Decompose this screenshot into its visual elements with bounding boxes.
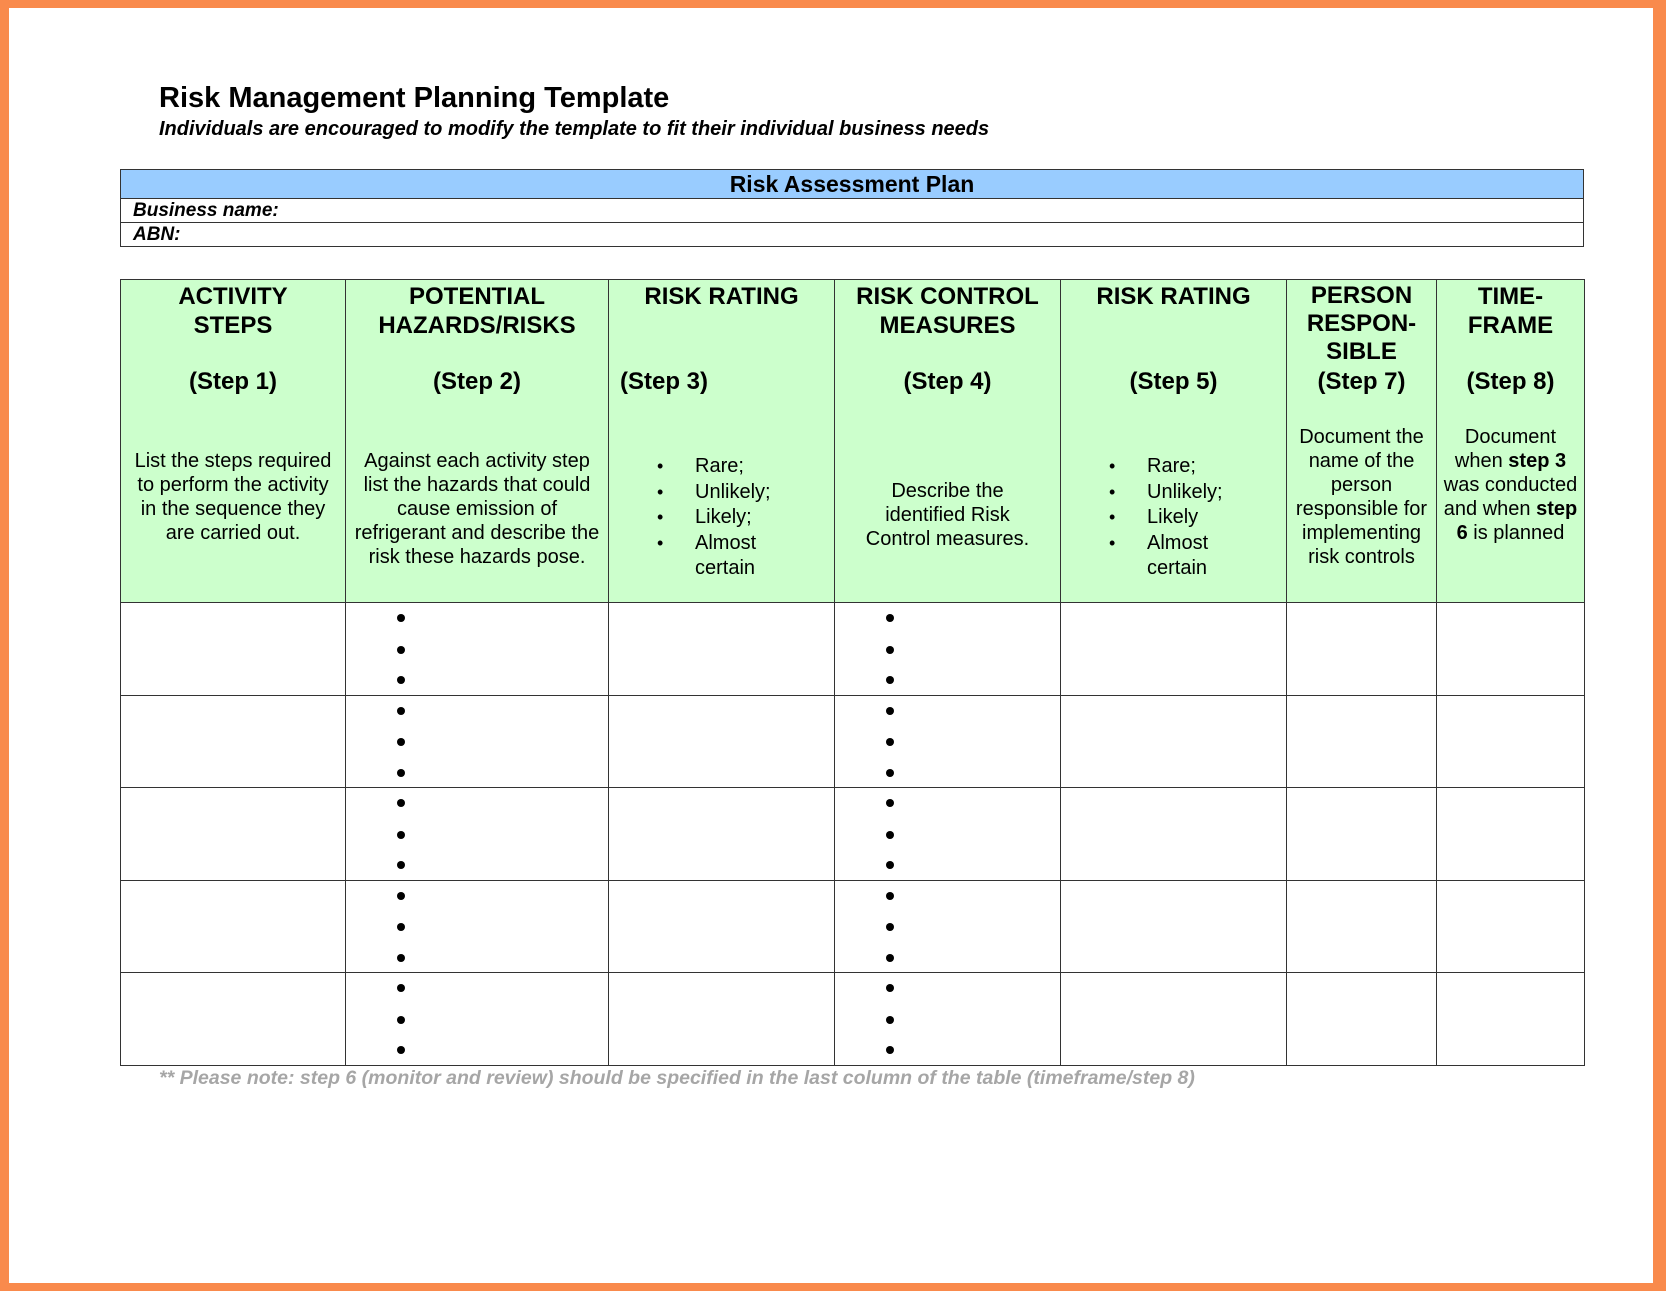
header-step: (Step 4) (903, 368, 992, 395)
header-title-line: HAZARDS/RISKS (378, 312, 576, 339)
table-cell[interactable] (1437, 695, 1585, 788)
header-description: Describe the identified Risk Control measures. (865, 480, 1030, 550)
table-cell[interactable] (346, 695, 609, 788)
table-row (121, 603, 1585, 696)
table-cell[interactable] (121, 788, 346, 881)
bullet-point (835, 788, 1060, 819)
bullet-point (835, 881, 1060, 912)
table-cell[interactable] (1061, 973, 1287, 1066)
table-cell[interactable] (835, 603, 1061, 696)
table-cell[interactable] (835, 973, 1061, 1066)
bullet-point (835, 696, 1060, 727)
header-description: Against each activity step list the hazards that could cause emission of refrigerant and describe the risk these hazards pose. (354, 450, 600, 568)
header-title-line: ACTIVITY (178, 283, 288, 310)
header-title-line: RESPON- (1306, 310, 1417, 337)
rating-option: • Likely (1061, 505, 1286, 531)
header-step: (Step 2) (432, 368, 521, 395)
bullet-point (835, 942, 1060, 973)
table-row (121, 973, 1585, 1066)
rating-option: • Unlikely; (609, 480, 834, 506)
header-risk-rating-before (609, 280, 835, 603)
table-cell[interactable] (1287, 603, 1437, 696)
header-risk-rating-after (1061, 280, 1287, 603)
header-title-line: POTENTIAL (409, 283, 545, 310)
table-cell[interactable] (1437, 788, 1585, 881)
description-emphasis: step 6 (1456, 498, 1578, 544)
header-title-line: FRAME (1467, 312, 1554, 339)
header-title (835, 282, 1060, 340)
bullet-point (346, 881, 608, 912)
table-cell[interactable] (121, 973, 346, 1066)
table-cell[interactable] (346, 788, 609, 881)
description-text: was conducted and when (1443, 474, 1578, 520)
table-row (121, 695, 1585, 788)
header-step: (Step 3) (620, 368, 709, 395)
table-cell[interactable] (346, 880, 609, 973)
table-cell[interactable] (609, 788, 835, 881)
header-potential-hazards (346, 280, 609, 603)
bullet-point (346, 664, 608, 695)
table-row (121, 880, 1585, 973)
header-description: List the steps required to perform the activity in the sequence they are carried out. (134, 450, 332, 544)
table-cell[interactable] (1437, 603, 1585, 696)
bullet-list (835, 973, 1060, 1065)
rating-option: • Unlikely; (1061, 480, 1286, 506)
table-cell[interactable] (346, 603, 609, 696)
header-title (1287, 282, 1436, 366)
bullet-point (346, 603, 608, 634)
bullet-point (346, 849, 608, 880)
table-cell[interactable] (1061, 603, 1287, 696)
bullet-point (346, 911, 608, 942)
header-step: (Step 7) (1317, 368, 1406, 395)
bullet-point (835, 819, 1060, 850)
footnote: ** Please note: step 6 (monitor and review) should be specified in the last column of the table (timeframe/step 8) (159, 1067, 1195, 1089)
header-person-responsible (1287, 280, 1437, 603)
header-title-line: MEASURES (879, 312, 1016, 339)
header-timeframe (1437, 280, 1585, 603)
rating-option: • Almost certain (609, 531, 834, 582)
bullet-list (835, 696, 1060, 788)
rating-list (1061, 454, 1286, 582)
header-title-line: PERSON (1310, 282, 1413, 309)
table-cell[interactable] (346, 973, 609, 1066)
bullet-point (835, 1034, 1060, 1065)
description-text: is planned (1467, 522, 1565, 544)
bullet-point (835, 911, 1060, 942)
header-title (1437, 282, 1584, 340)
rating-option: • Almost certain (1061, 531, 1286, 582)
bullet-list (346, 603, 608, 695)
header-activity-steps (121, 280, 346, 603)
header-title: RISK RATING (644, 283, 799, 310)
bullet-point (346, 1034, 608, 1065)
header-title: RISK RATING (1096, 283, 1251, 310)
bullet-list (835, 788, 1060, 880)
rating-option: • Rare; (609, 454, 834, 480)
risk-table-body (121, 603, 1585, 1066)
table-cell[interactable] (1061, 695, 1287, 788)
table-cell[interactable] (1287, 973, 1437, 1066)
rating-option: • Likely; (609, 505, 834, 531)
document-title: Risk Management Planning Template (159, 82, 670, 114)
abn-field[interactable] (121, 223, 1584, 247)
bullet-list (346, 696, 608, 788)
bullet-point (835, 849, 1060, 880)
document-subtitle: Individuals are encouraged to modify the template to fit their individual business needs (159, 118, 990, 140)
table-cell[interactable] (609, 880, 835, 973)
table-cell[interactable] (1061, 880, 1287, 973)
bullet-point (835, 634, 1060, 665)
table-row (121, 788, 1585, 881)
description-emphasis: step 3 (1508, 450, 1567, 472)
description-text: Document when (1454, 426, 1557, 472)
table-cell[interactable] (835, 788, 1061, 881)
bullet-list (835, 603, 1060, 695)
rating-list (609, 454, 834, 582)
bullet-point (835, 757, 1060, 788)
table-cell[interactable] (121, 603, 346, 696)
header-risk-control-measures (835, 280, 1061, 603)
bullet-point (835, 1004, 1060, 1035)
business-name-field[interactable] (121, 199, 1584, 223)
table-cell[interactable] (1287, 880, 1437, 973)
bullet-list (346, 881, 608, 973)
table-cell[interactable] (1437, 880, 1585, 973)
header-step: (Step 5) (1129, 368, 1218, 395)
table-cell[interactable] (835, 880, 1061, 973)
bullet-point (346, 973, 608, 1004)
header-title (121, 282, 345, 340)
table-cell[interactable] (1287, 788, 1437, 881)
bullet-point (835, 664, 1060, 695)
business-name-label: Business name: (133, 199, 279, 221)
risk-assessment-plan-table (120, 169, 1584, 247)
rating-option: • Rare; (1061, 454, 1286, 480)
abn-label: ABN: (133, 223, 181, 245)
bullet-point (835, 973, 1060, 1004)
header-step: (Step 1) (188, 368, 277, 395)
header-title-line: TIME- (1477, 283, 1544, 310)
bullet-point (835, 726, 1060, 757)
plan-heading: Risk Assessment Plan (121, 170, 1584, 199)
table-cell[interactable] (609, 603, 835, 696)
table-cell[interactable] (1061, 788, 1287, 881)
table-cell[interactable] (609, 695, 835, 788)
table-cell[interactable] (835, 695, 1061, 788)
header-description: Document the name of the person responsible for implementing risk controls (1295, 426, 1428, 568)
bullet-point (835, 603, 1060, 634)
header-description (1443, 425, 1578, 545)
header-step: (Step 8) (1466, 368, 1555, 395)
bullet-point (346, 634, 608, 665)
table-cell[interactable] (1437, 973, 1585, 1066)
bullet-list (346, 973, 608, 1065)
table-cell[interactable] (121, 695, 346, 788)
table-cell[interactable] (609, 973, 835, 1066)
table-cell[interactable] (1287, 695, 1437, 788)
header-title-line: STEPS (193, 312, 273, 339)
bullet-point (346, 942, 608, 973)
header-title (346, 282, 608, 340)
bullet-point (346, 726, 608, 757)
bullet-point (346, 819, 608, 850)
bullet-point (346, 757, 608, 788)
bullet-point (346, 696, 608, 727)
bullet-list (835, 881, 1060, 973)
bullet-point (346, 788, 608, 819)
bullet-list (346, 788, 608, 880)
risk-register-table (120, 279, 1585, 1066)
header-title-line: SIBLE (1326, 338, 1397, 365)
header-title-line: RISK CONTROL (856, 283, 1039, 310)
bullet-point (346, 1004, 608, 1035)
table-cell[interactable] (121, 880, 346, 973)
